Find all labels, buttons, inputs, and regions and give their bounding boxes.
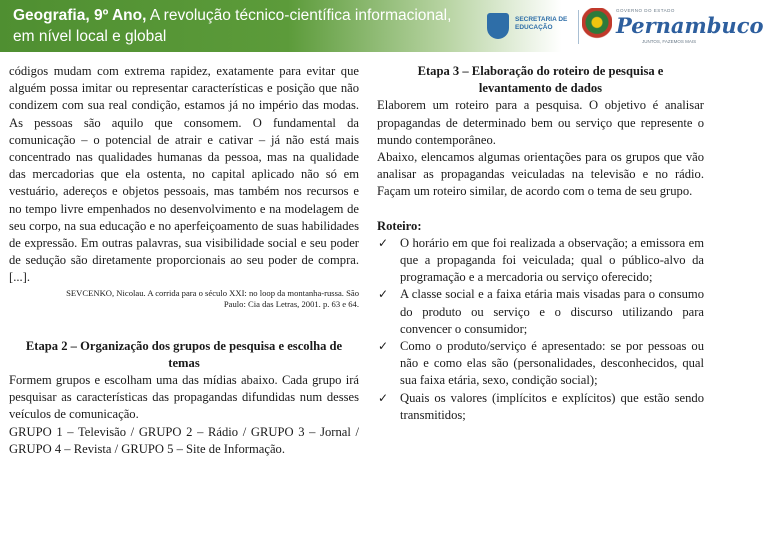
etapa3-text-1: Elaborem um roteiro para a pesquisa. O objetivo é analisar propagandas de determinado bem ou serviço que represente o mundo contemporâneo. <box>377 98 704 147</box>
list-item <box>377 338 704 390</box>
pernambuco-logo <box>582 6 764 48</box>
etapa3-heading <box>377 63 704 97</box>
title-topic: A revolução técnico-científica informacional, em nível local e global <box>13 7 452 45</box>
check-icon: ✓ <box>378 339 389 354</box>
etapa3-heading-line-1: Etapa 3 – Elaboração do roteiro de pesquisa e <box>417 64 664 78</box>
title-subject: Geografia, 9º Ano, <box>13 7 147 24</box>
list-item-text: O horário em que foi realizada a observação; a emissora em que a propaganda foi veiculada; qual o público-alvo da programação e a mercadoria ou serviço oferecido; <box>400 235 704 285</box>
citation-line-1: SEVCENKO, Nicolau. A corrida para o século XXI: no loop da montanha-russa. São <box>66 287 359 298</box>
logo-gov-text: GOVERNO DO ESTADO <box>616 8 675 13</box>
roteiro-list <box>377 235 704 424</box>
groups-text: GRUPO 1 – Televisão / GRUPO 2 – Rádio / GRUPO 3 – Jornal / GRUPO 4 – Revista / GRUPO 5 – Site de Informação. <box>9 424 359 456</box>
etapa2-heading: Etapa 2 – Organização dos grupos de pesquisa e escolha de temas <box>25 338 343 370</box>
crest-icon <box>582 8 612 44</box>
citation-line-2: Paulo: Cia das Letras, 2001. p. 63 e 64. <box>223 298 359 309</box>
list-item-text: A classe social e a faixa etária mais visadas para o consumo do produto ou serviço e o discurso utilizando para convencer o consumidor; <box>400 287 704 336</box>
list-item <box>377 235 704 287</box>
quote-paragraph: códigos mudam com extrema rapidez, exatamente para evitar que alguém possa imitar ou representar características e posição que não condizem com sua real condição, estamos já no império das modas. As pessoas são aquilo que consomem. O fundamental da comunicação – o potencial de atrair e cativar – já não está mais concentrado nas qualidades humanas da pessoa, mas na qualidade das mercadorias que ela ostenta, no capital aplicado não só em vestuário, adereços e objetos pessoais, mas também nos recursos e no tempo livre empenhados no desenvolvimento e na modelagem de seu corpo, na sua educação e no aperfeiçoamento de suas habilidades de expressão. Em outras palavras, sua visibilidade social e seu poder de sedução são diretamente proporcionais ao seu poder de compra. [...]. <box>9 64 359 285</box>
list-item-text: Quais os valores (implícitos e explícitos) que estão sendo transmitidos; <box>400 390 704 422</box>
check-icon: ✓ <box>378 287 389 302</box>
page-title <box>13 5 453 47</box>
check-icon: ✓ <box>378 235 389 250</box>
spacer <box>377 201 704 218</box>
header-banner <box>0 0 764 52</box>
roteiro-title: Roteiro: <box>377 218 422 233</box>
check-icon: ✓ <box>378 390 389 405</box>
etapa2-text: Formem grupos e escolham uma das mídias abaixo. Cada grupo irá pesquisar as características das propagandas difundidas num desses veículos de comunicação. <box>9 373 359 422</box>
secretaria-logo-text: SECRETARIA DE EDUCAÇÃO <box>515 16 568 31</box>
left-column <box>9 63 359 458</box>
secretaria-logo <box>487 12 567 42</box>
citation <box>9 288 359 310</box>
etapa3-text-2: Abaixo, elencamos algumas orientações para os grupos que vão analisar as propagandas veiculadas na televisão e no rádio. Façam um roteiro similar, de acordo com o tema de seu grupo. <box>377 150 704 199</box>
etapa3-heading-line-2: levantamento de dados <box>478 81 603 96</box>
logo-slogan: JUNTOS, FAZEMOS MAIS <box>642 39 697 44</box>
right-column <box>377 63 704 424</box>
shield-icon <box>487 13 509 39</box>
list-item <box>377 286 704 338</box>
logo-name: Pernambuco <box>616 13 764 38</box>
list-item-text: Como o produto/serviço é apresentado: se por pessoas ou não e como elas são (personalidades, desconhecidos, qual sua faixa etária, sexo, condição social); <box>400 339 704 388</box>
list-item <box>377 390 704 424</box>
logo-divider <box>578 10 579 44</box>
